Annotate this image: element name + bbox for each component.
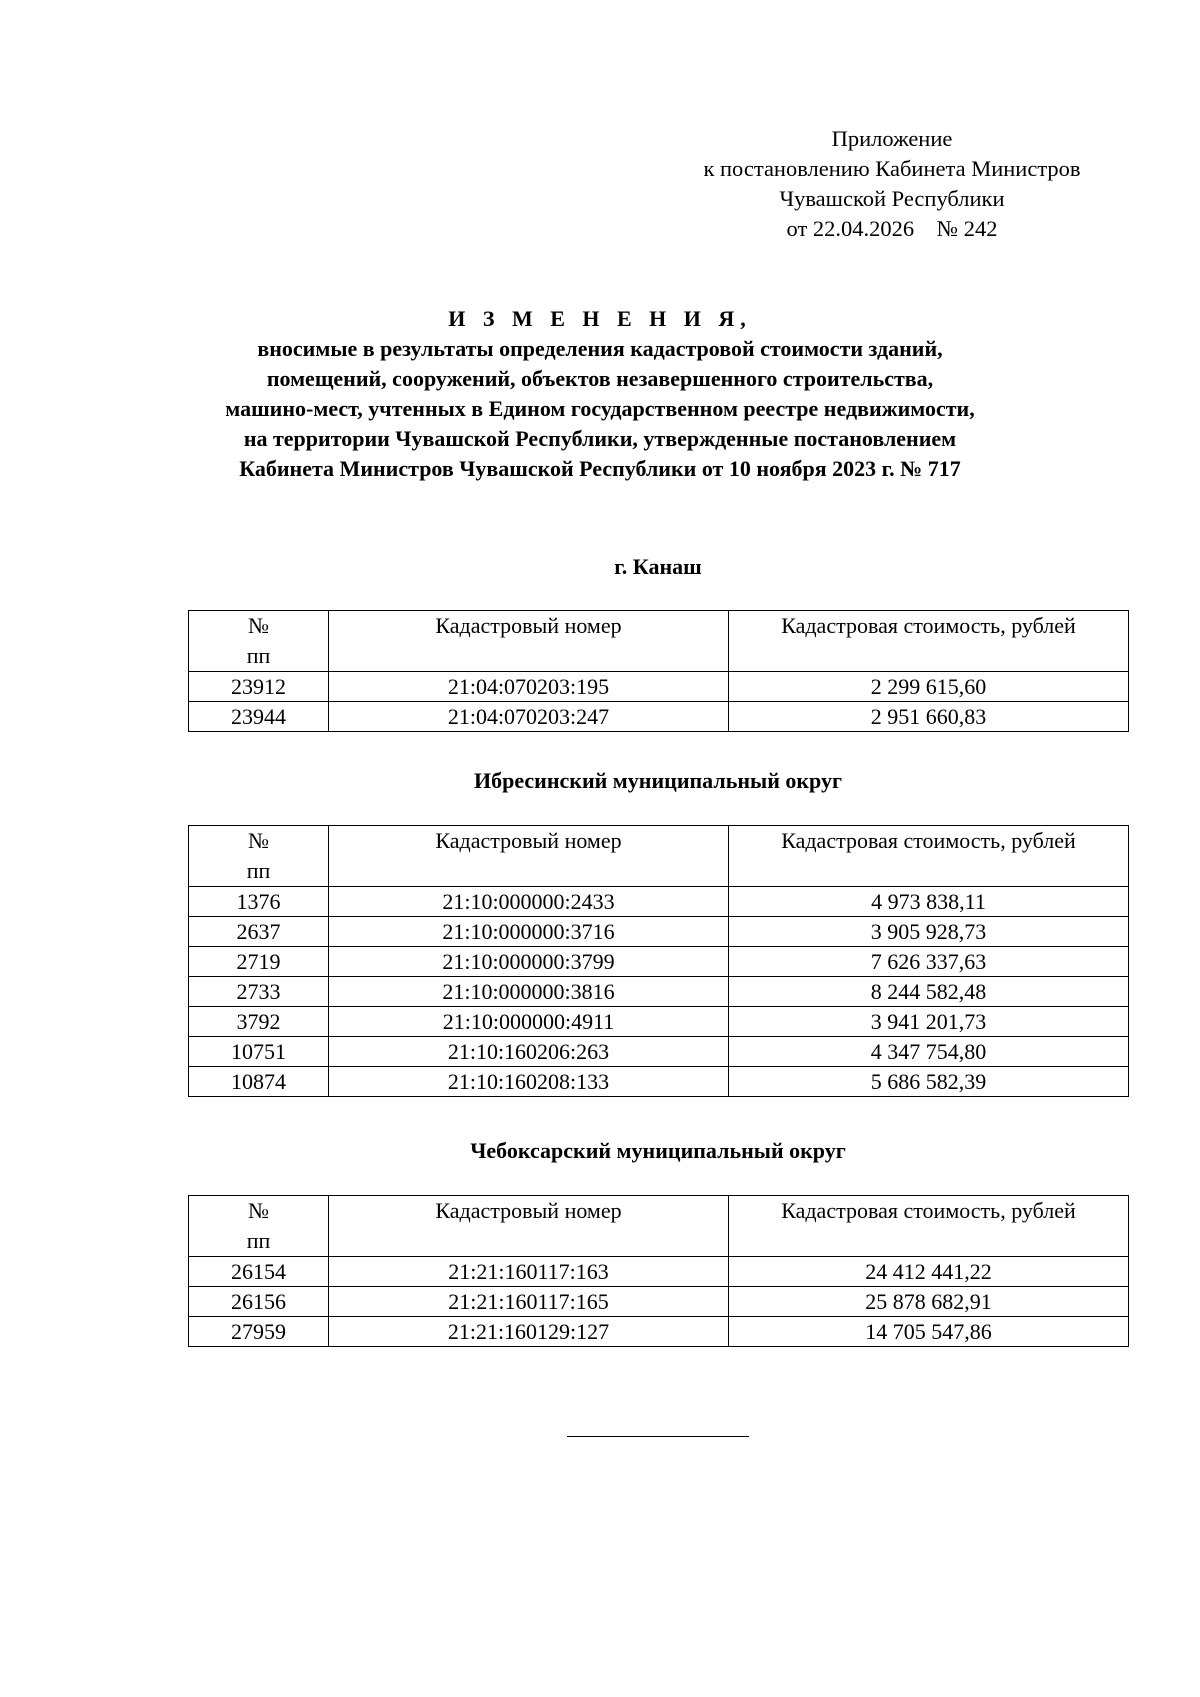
header-cadastral-number: Кадастровый номер <box>329 1196 729 1257</box>
table-row <box>189 977 1129 1007</box>
row-cadastral-value: 7 626 337,63 <box>729 947 1129 977</box>
row-cadastral-number: 21:21:160117:163 <box>329 1257 729 1287</box>
row-cadastral-number: 21:10:000000:3716 <box>329 917 729 947</box>
table-row <box>189 1257 1129 1287</box>
row-num: 10874 <box>189 1067 329 1097</box>
table-row <box>189 1067 1129 1097</box>
row-cadastral-value: 25 878 682,91 <box>729 1287 1129 1317</box>
table-row <box>189 917 1129 947</box>
table-row <box>189 1287 1129 1317</box>
cadastral-table-ibresi <box>188 825 1129 1097</box>
table-header-row <box>189 826 1129 887</box>
row-num: 2733 <box>189 977 329 1007</box>
row-num: 27959 <box>189 1317 329 1347</box>
header-cadastral-value: Кадастровая стоимость, рублей <box>729 611 1129 672</box>
table-row <box>189 1037 1129 1067</box>
row-cadastral-number: 21:10:000000:2433 <box>329 887 729 917</box>
title-line-4: на территории Чувашской Республики, утвержденные постановлением <box>243 426 957 451</box>
section-title-cheboksary: Чебоксарский муниципальный округ <box>470 1138 846 1163</box>
cadastral-table-cheboksary <box>188 1195 1129 1347</box>
table-row <box>189 947 1129 977</box>
header-num: № пп <box>189 1196 329 1257</box>
table-row <box>189 887 1129 917</box>
row-cadastral-number: 21:21:160129:127 <box>329 1317 729 1347</box>
title-line-3: машино-мест, учтенных в Едином государственном реестре недвижимости, <box>225 396 975 421</box>
annex-line-3: Чувашской Республики <box>779 186 1005 211</box>
header-cadastral-number: Кадастровый номер <box>329 826 729 887</box>
title-line-5: Кабинета Министров Чувашской Республики от 10 ноября 2023 г. № 717 <box>239 456 961 481</box>
row-cadastral-value: 2 299 615,60 <box>729 672 1129 702</box>
section-title-ibresi: Ибресинский муниципальный округ <box>474 768 842 793</box>
row-cadastral-number: 21:04:070203:195 <box>329 672 729 702</box>
row-num: 23944 <box>189 702 329 732</box>
row-cadastral-value: 3 941 201,73 <box>729 1007 1129 1037</box>
row-cadastral-value: 2 951 660,83 <box>729 702 1129 732</box>
header-num: № пп <box>189 611 329 672</box>
table-row <box>189 1007 1129 1037</box>
annex-line-4: от 22.04.2026 № 242 <box>786 216 998 241</box>
row-cadastral-value: 8 244 582,48 <box>729 977 1129 1007</box>
annex-line-1: Приложение <box>831 126 953 151</box>
row-num: 1376 <box>189 887 329 917</box>
table-header-row <box>189 611 1129 672</box>
row-num: 26156 <box>189 1287 329 1317</box>
row-cadastral-number: 21:10:160206:263 <box>329 1037 729 1067</box>
cadastral-table-kanash <box>188 610 1129 732</box>
header-cadastral-value: Кадастровая стоимость, рублей <box>729 1196 1129 1257</box>
row-num: 23912 <box>189 672 329 702</box>
row-cadastral-number: 21:04:070203:247 <box>329 702 729 732</box>
section-title-kanash: г. Канаш <box>614 554 702 579</box>
annex-line-2: к постановлению Кабинета Министров <box>703 156 1081 181</box>
table-row <box>189 702 1129 732</box>
row-cadastral-value: 14 705 547,86 <box>729 1317 1129 1347</box>
row-num: 2719 <box>189 947 329 977</box>
annex-header <box>672 124 1112 244</box>
row-cadastral-number: 21:21:160117:165 <box>329 1287 729 1317</box>
row-cadastral-value: 5 686 582,39 <box>729 1067 1129 1097</box>
row-num: 3792 <box>189 1007 329 1037</box>
table-header-row <box>189 1196 1129 1257</box>
row-num: 10751 <box>189 1037 329 1067</box>
header-num: № пп <box>189 826 329 887</box>
row-cadastral-value: 4 973 838,11 <box>729 887 1129 917</box>
row-cadastral-value: 24 412 441,22 <box>729 1257 1129 1287</box>
table-row <box>189 1317 1129 1347</box>
title-line-1: вносимые в результаты определения кадастровой стоимости зданий, <box>257 336 943 361</box>
closing-divider <box>567 1436 749 1437</box>
title-main: И З М Е Н Е Н И Я, <box>448 306 752 331</box>
header-cadastral-number: Кадастровый номер <box>329 611 729 672</box>
row-cadastral-value: 3 905 928,73 <box>729 917 1129 947</box>
title-line-2: помещений, сооружений, объектов незавершенного строительства, <box>266 366 934 391</box>
row-cadastral-number: 21:10:000000:3799 <box>329 947 729 977</box>
row-cadastral-number: 21:10:000000:3816 <box>329 977 729 1007</box>
row-num: 2637 <box>189 917 329 947</box>
row-cadastral-value: 4 347 754,80 <box>729 1037 1129 1067</box>
row-num: 26154 <box>189 1257 329 1287</box>
row-cadastral-number: 21:10:160208:133 <box>329 1067 729 1097</box>
header-cadastral-value: Кадастровая стоимость, рублей <box>729 826 1129 887</box>
table-row <box>189 672 1129 702</box>
document-title <box>140 304 1060 484</box>
row-cadastral-number: 21:10:000000:4911 <box>329 1007 729 1037</box>
